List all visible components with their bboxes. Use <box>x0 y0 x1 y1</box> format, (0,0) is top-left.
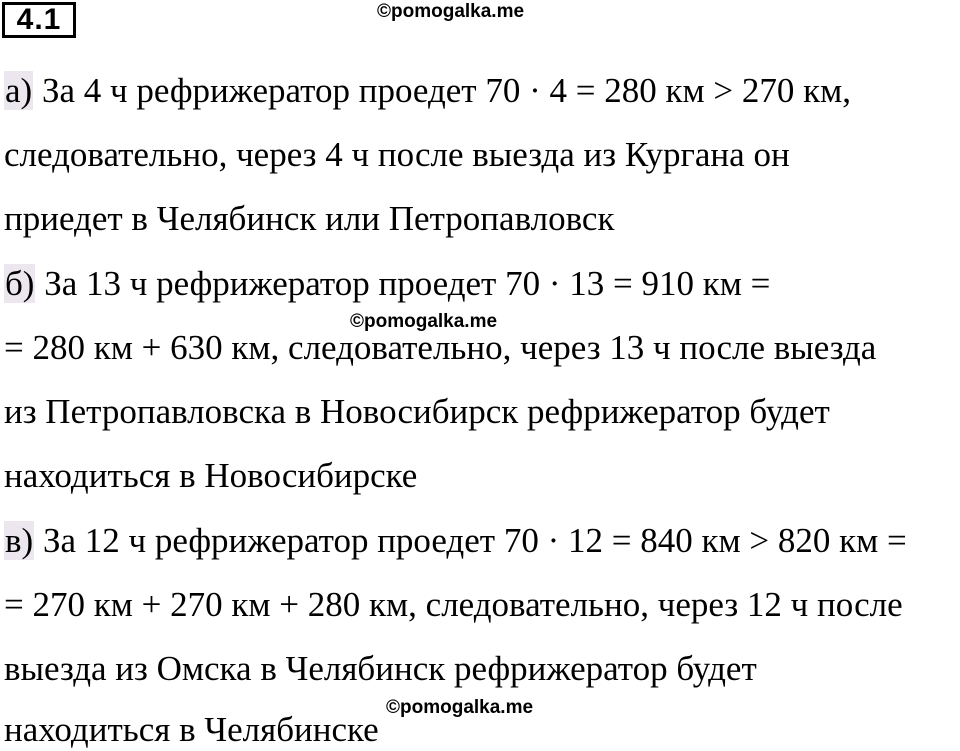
part-b-line-2: = 280 км + 630 км, следовательно, через 13 ч после выезда <box>4 328 877 367</box>
task-number-box: 4.1 <box>2 2 76 38</box>
part-b-marker: б) <box>5 264 35 303</box>
part-c-line-4: находиться в Челябинске <box>4 710 379 749</box>
part-c-text-1: За 12 ч рефрижератор проедет 70 · 12 = 840 км > 820 км = <box>34 521 907 560</box>
part-b-text-1: За 13 ч рефрижератор проедет 70 · 13 = 910 км = <box>35 264 771 303</box>
part-b-line-3: из Петропавловска в Новосибирск рефрижератор будет <box>4 392 830 431</box>
part-c-marker: в) <box>5 521 34 560</box>
watermark-top: ©pomogalka.me <box>377 1 525 22</box>
part-a-marker: а) <box>5 71 33 110</box>
part-a-line-3: приедет в Челябинск или Петропавловск <box>4 199 615 238</box>
part-a-line-2: следовательно, через 4 ч после выезда из Кургана он <box>4 135 790 174</box>
part-c-line-3: выезда из Омска в Челябинск рефрижератор будет <box>4 649 757 688</box>
part-c-line-1 <box>4 521 907 561</box>
part-a-line-1 <box>4 71 851 111</box>
part-c-line-2: = 270 км + 270 км + 280 км, следовательно, через 12 ч после <box>4 585 903 624</box>
part-b-line-4: находиться в Новосибирске <box>4 456 418 495</box>
watermark-middle: ©pomogalka.me <box>350 311 498 332</box>
part-a-text-1: За 4 ч рефрижератор проедет 70 · 4 = 280 км > 270 км, <box>33 71 852 110</box>
part-b-line-1 <box>4 264 770 304</box>
watermark-bottom: ©pomogalka.me <box>386 697 534 718</box>
